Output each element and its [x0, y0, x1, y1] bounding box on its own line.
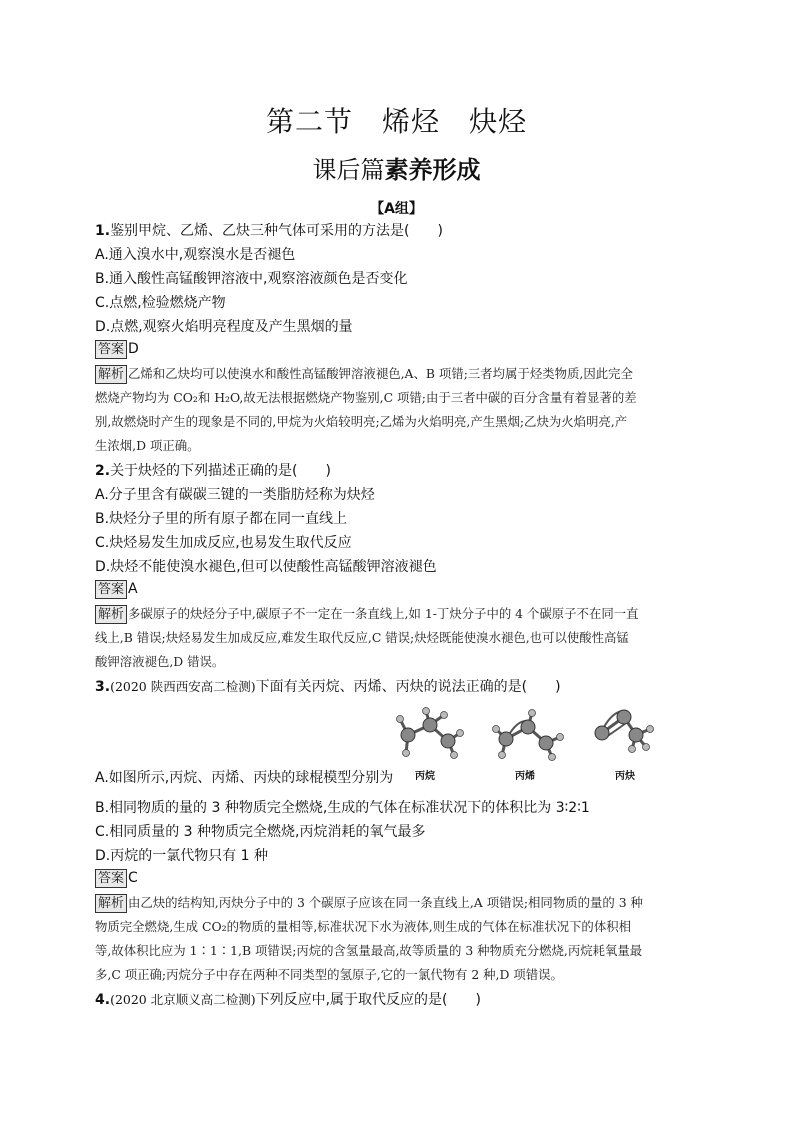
answer-value: D [128, 341, 139, 357]
explanation-line: 线上,B 错误;炔烃易发生加成反应,难发生取代反应,C 错误;炔烃既能使溴水褪色,也可以使酸性高锰 [95, 630, 629, 645]
explanation-line: 等,故体积比应为 1∶1∶1,B 项错误;丙烷的含氢量最高,故等质量的 3 种物质充分燃烧,丙烷耗氧量最 [95, 943, 643, 958]
model-label-propene: 丙烯 [515, 771, 535, 782]
question-1-option-b: B.通入酸性高锰酸钾溶液中,观察溶液颜色是否变化 [95, 271, 408, 287]
section-title: 第二节 烯烃 炔烃 [265, 105, 527, 138]
answer-line [95, 869, 138, 888]
subtitle-bold: 素养形成 [384, 156, 481, 184]
answer-tag: 答案 [95, 340, 127, 359]
question-number: 3. [95, 679, 111, 695]
question-text: 下面有关丙烷、丙烯、丙炔的说法正确的是( ) [255, 679, 561, 695]
explanation-tag: 解析 [95, 894, 127, 913]
explanation-line: 酸钾溶液褪色,D 错误。 [95, 654, 225, 669]
explanation-text: 多碳原子的炔烃分子中,碳原子不一定在一条直线上,如 1-丁炔分子中的 4 个碳原子不在同一直 [128, 606, 639, 621]
question-2-option-c: C.炔烃易发生加成反应,也易发生取代反应 [95, 535, 352, 551]
question-2-stem [95, 460, 331, 480]
question-text: 下列反应中,属于取代反应的是( ) [255, 992, 481, 1008]
explanation-tag: 解析 [95, 365, 127, 384]
question-3-option-b: B.相同物质的量的 3 种物质完全燃烧,生成的气体在标准状况下的体积比为 3∶2∶1 [95, 800, 590, 816]
question-text: 关于炔烃的下列描述正确的是( ) [110, 463, 331, 479]
question-3-option-a: A.如图所示,丙烷、丙烯、丙炔的球棍模型分别为 [95, 770, 394, 786]
propene-model-icon [488, 703, 568, 763]
explanation-line [95, 364, 633, 384]
question-1-option-c: C.点燃,检验燃烧产物 [95, 295, 226, 311]
section-subtitle [0, 150, 793, 185]
question-number: 1. [95, 223, 111, 239]
answer-tag: 答案 [95, 869, 127, 888]
question-1-stem [95, 220, 443, 240]
model-label-propyne: 丙炔 [615, 771, 635, 782]
question-2-option-b: B.炔烃分子里的所有原子都在同一直线上 [95, 511, 348, 527]
question-source: (2020 北京顺义高二检测) [110, 992, 256, 1007]
question-4-stem [95, 989, 481, 1009]
question-text: 鉴别甲烷、乙烯、乙炔三种气体可采用的方法是( ) [110, 223, 443, 239]
explanation-line [95, 604, 639, 624]
explanation-line: 多,C 项正确;丙烷分子中存在两种不同类型的氢原子,它的一氯代物有 2 种,D 项错误。 [95, 967, 563, 982]
explanation-text: 乙烯和乙炔均可以使溴水和酸性高锰酸钾溶液褪色,A、B 项错;三者均属于烃类物质,因此完全 [128, 366, 633, 381]
subtitle-plain: 课后篇 [312, 156, 385, 184]
question-number: 2. [95, 463, 111, 479]
explanation-line [95, 893, 643, 913]
question-number: 4. [95, 992, 111, 1008]
answer-line [95, 340, 139, 359]
question-1-option-a: A.通入溴水中,观察溴水是否褪色 [95, 247, 296, 263]
question-1-option-d: D.点燃,观察火焰明亮程度及产生黑烟的量 [95, 319, 353, 335]
propyne-model-icon [588, 703, 668, 763]
explanation-tag: 解析 [95, 605, 127, 624]
question-3-option-c: C.相同质量的 3 种物质完全燃烧,丙烷消耗的氧气最多 [95, 824, 426, 840]
explanation-text: 由乙炔的结构知,丙炔分子中的 3 个碳原子应该在同一条直线上,A 项错误;相同物质的量的 3 种 [128, 895, 643, 910]
explanation-line: 生浓烟,D 项正确。 [95, 438, 200, 453]
explanation-line: 别,故燃烧时产生的现象是不同的,甲烷为火焰较明亮;乙烯为火焰明亮,产生黑烟;乙炔为火焰明亮,产 [95, 414, 628, 429]
question-source: (2020 陕西西安高二检测) [110, 679, 256, 694]
question-3-stem [95, 676, 561, 696]
group-heading: 【A组】 [370, 201, 423, 217]
model-label-propane: 丙烷 [415, 771, 435, 782]
question-2-option-d: D.炔烃不能使溴水褪色,但可以使酸性高锰酸钾溶液褪色 [95, 559, 437, 575]
answer-line [95, 580, 138, 599]
question-3-option-d: D.丙烷的一氯代物只有 1 种 [95, 848, 269, 864]
answer-value: A [128, 581, 138, 597]
answer-value: C [128, 870, 138, 886]
propane-model-icon [388, 703, 468, 763]
answer-tag: 答案 [95, 580, 127, 599]
explanation-line: 燃烧产物均为 CO₂和 H₂O,故无法根据燃烧产物鉴别,C 项错;由于三者中碳的百分含量有着显著的差 [95, 390, 637, 405]
explanation-line: 物质完全燃烧,生成 CO₂的物质的量相等,标准状况下水为液体,则生成的气体在标准状况下的体积相 [95, 919, 631, 934]
question-2-option-a: A.分子里含有碳碳三键的一类脂肪烃称为炔烃 [95, 487, 375, 503]
